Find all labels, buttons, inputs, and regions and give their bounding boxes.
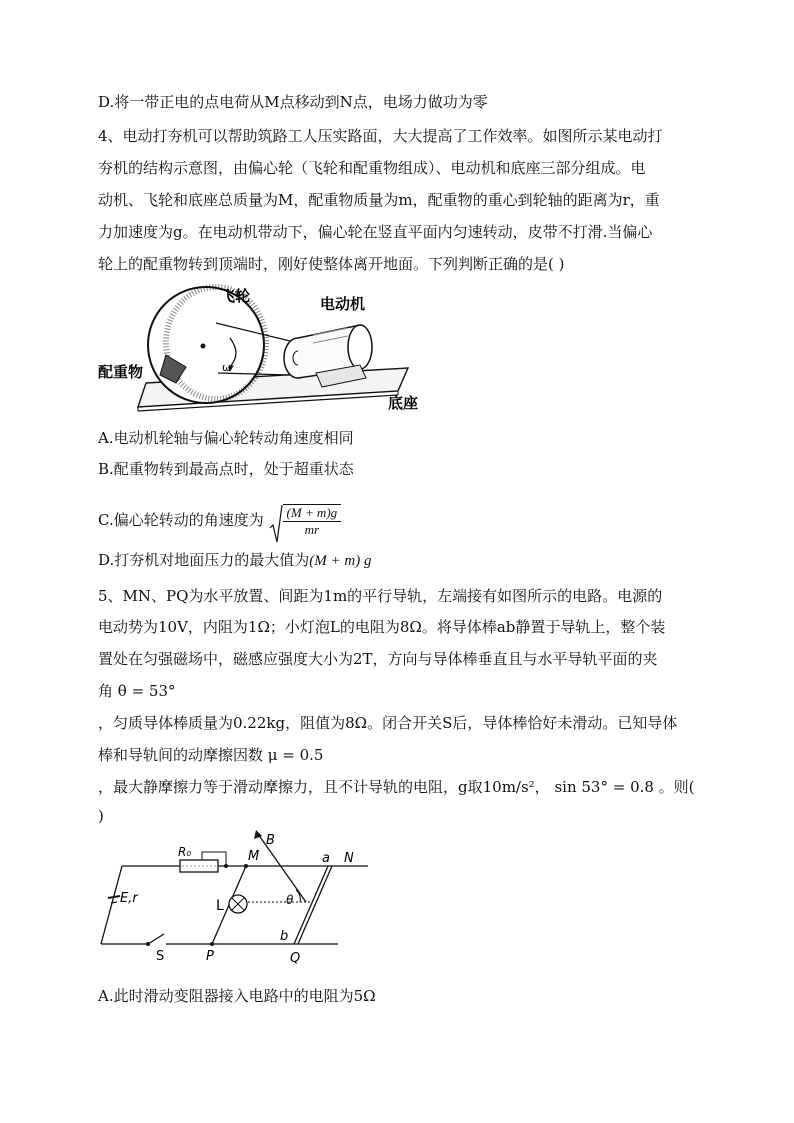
- q4-line-3: 动机、飞轮和底座总质量为M，配重物质量为m，配重物的重心到轮轴的距离为r，重: [98, 191, 660, 209]
- sqrt-expression: [269, 504, 342, 538]
- q5-line-7: ，最大静摩擦力等于滑动摩擦力，且不计导轨的电阻，g取10m/s²， sin 53° = 0.8 。则(: [98, 778, 695, 796]
- frac-numerator: (M + m)g: [283, 505, 342, 522]
- q4-option-c-text: C.偏心轮转动的角速度为: [98, 511, 264, 529]
- label-n: N: [344, 851, 354, 866]
- q5-line-2: 电动势为10V，内阻为1Ω；小灯泡L的电阻为8Ω。将导体棒ab静置于导轨上，整个装: [98, 618, 666, 636]
- q5-line-3: 置处在匀强磁场中，磁感应强度大小为2T，方向与导体棒垂直且与水平导轨平面的夹: [98, 650, 658, 668]
- q5-line-4: 角 θ = 53°: [98, 682, 176, 700]
- label-base: 底座: [388, 394, 419, 412]
- label-lamp: L: [216, 898, 224, 914]
- label-b-end: b: [280, 929, 289, 944]
- label-q: Q: [290, 951, 301, 966]
- frac-denominator: mr: [304, 522, 320, 537]
- q4-line-5: 轮上的配重物转到顶端时，刚好使整体离开地面。下列判断正确的是( ): [98, 255, 565, 273]
- q4-option-d-math: (M + m) g: [309, 553, 372, 569]
- q5-line-6: 棒和导轨间的动摩擦因数 μ = 0.5: [98, 746, 324, 764]
- circuit-figure: [98, 826, 378, 966]
- q4-option-d: [98, 550, 371, 571]
- q5-option-a: A.此时滑动变阻器接入电路中的电阻为5Ω: [98, 987, 376, 1005]
- q4-option-d-text: D.打夯机对地面压力的最大值为: [98, 551, 310, 569]
- prev-option-d: D.将一带正电的点电荷从M点移动到N点，电场力做功为零: [98, 93, 488, 111]
- q5-line-5: ，匀质导体棒质量为0.22kg，阻值为8Ω。闭合开关S后，导体棒恰好未滑动。已知导体: [98, 714, 678, 732]
- label-motor: 电动机: [320, 295, 366, 313]
- q5-line-8: ): [98, 807, 104, 825]
- q4-option-b: B.配重物转到最高点时，处于超重状态: [98, 460, 354, 478]
- label-er: E,r: [120, 891, 138, 906]
- label-m: M: [248, 849, 260, 864]
- label-theta: θ: [286, 893, 294, 907]
- q4-line-4: 力加速度为g。在电动机带动下，偏心轮在竖直平面内匀速转动，皮带不打滑.当偏心: [98, 223, 653, 241]
- q4-line-1: 4、电动打夯机可以帮助筑路工人压实路面，大大提高了工作效率。如图所示某电动打: [98, 127, 663, 145]
- label-counterweight: 配重物: [98, 363, 144, 381]
- label-flywheel: 飞轮: [220, 287, 251, 305]
- q5-line-1: 5、MN、PQ为水平放置、间距为1m的平行导轨，左端接有如图所示的电路。电源的: [98, 587, 663, 605]
- label-p: P: [206, 949, 214, 964]
- label-omega: ω: [222, 361, 232, 374]
- label-b-field: B: [266, 833, 275, 848]
- label-a: a: [322, 851, 330, 866]
- q4-option-a: A.电动机轮轴与偏心轮转动角速度相同: [98, 429, 354, 447]
- label-r0: R₀: [178, 845, 192, 859]
- label-switch: S: [156, 949, 165, 964]
- q4-option-c: [98, 504, 341, 538]
- tamper-machine-figure: [98, 283, 428, 418]
- q4-line-2: 夯机的结构示意图，由偏心轮（飞轮和配重物组成）、电动机和底座三部分组成。电: [98, 159, 646, 177]
